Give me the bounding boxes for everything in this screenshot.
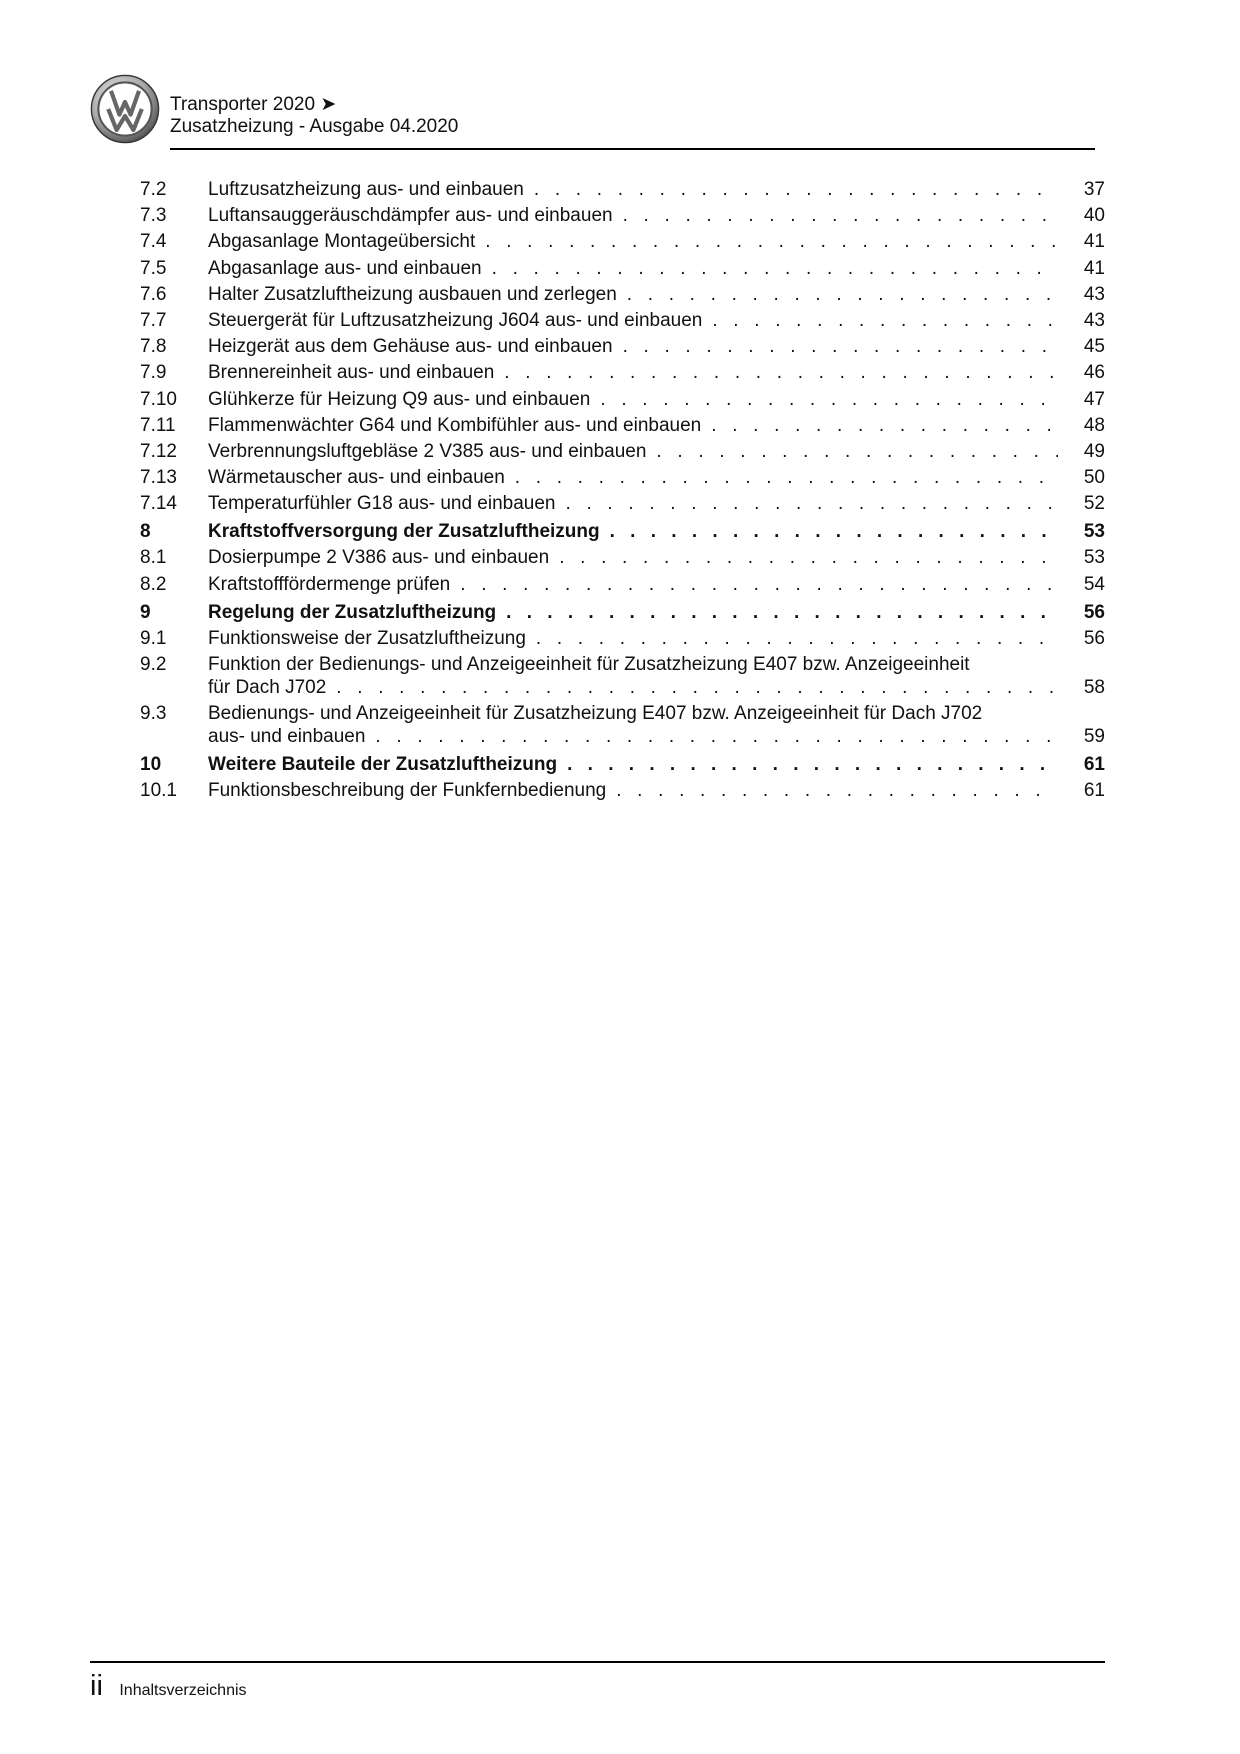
toc-entry[interactable] — [140, 573, 1105, 596]
toc-entry[interactable] — [140, 466, 1105, 489]
toc-entry[interactable] — [140, 492, 1105, 515]
toc-entry-title: Abgasanlage aus- und einbauen — [208, 257, 482, 279]
toc-entry[interactable] — [140, 361, 1105, 384]
dot-leader — [656, 440, 1058, 463]
toc-entry-title-line2: aus- und einbauen — [208, 726, 366, 748]
toc-entry-title: Weitere Bauteile der Zusatzluftheizung — [208, 754, 558, 776]
toc-entry-number: 8.1 — [140, 547, 167, 569]
toc-entry-title: Halter Zusatzluftheizung ausbauen und zerlegen — [208, 283, 617, 305]
toc-entry-number: 7.8 — [140, 336, 167, 358]
toc-entry-page: 56 — [1083, 601, 1105, 623]
header-subtitle: Zusatzheizung - Ausgabe 04.2020 — [170, 116, 459, 137]
toc-entry-page: 49 — [1083, 440, 1105, 462]
toc-entry-page: 61 — [1083, 780, 1105, 802]
header-title-block — [170, 94, 458, 138]
page-header — [90, 70, 1095, 151]
toc-entry-title: Dosierpumpe 2 V386 aus- und einbauen — [208, 547, 550, 569]
footer-rule — [90, 1661, 1105, 1663]
toc-entry-page: 54 — [1083, 573, 1105, 595]
toc-entry-number: 8.2 — [140, 573, 167, 595]
toc-entry[interactable] — [140, 627, 1105, 650]
toc-entry-page: 53 — [1083, 521, 1105, 543]
toc-entry-number: 7.14 — [140, 493, 177, 515]
toc-entry[interactable] — [140, 178, 1105, 201]
dot-leader — [627, 283, 1058, 306]
toc-entry-number: 9 — [140, 601, 151, 623]
toc-entry[interactable] — [140, 283, 1105, 306]
toc-entry-number: 7.5 — [140, 257, 167, 279]
page-footer — [90, 1670, 247, 1703]
toc-chapter-entry[interactable] — [140, 601, 1105, 624]
toc-entry[interactable] — [140, 204, 1105, 227]
toc-entry-number: 7.10 — [140, 388, 177, 410]
toc-entry-title: Verbrennungsluftgebläse 2 V385 aus- und einbauen — [208, 440, 647, 462]
toc-entry-page: 40 — [1083, 205, 1105, 227]
toc-entry[interactable] — [140, 414, 1105, 437]
toc-entry-title-line1: Funktion der Bedienungs- und Anzeigeeinheit für Zusatzheizung E407 bzw. Anzeigeeinheit — [208, 654, 970, 675]
toc-entry-page: 37 — [1083, 179, 1105, 200]
dot-leader — [485, 230, 1058, 253]
dot-leader — [559, 546, 1058, 569]
dot-leader — [623, 335, 1058, 358]
toc-entry-title: Kraftstoffversorgung der Zusatzluftheizung — [208, 521, 600, 543]
toc-chapter-entry[interactable] — [140, 520, 1105, 543]
dot-leader — [534, 178, 1058, 201]
dot-leader — [712, 309, 1058, 332]
toc-entry-page: 46 — [1083, 362, 1105, 384]
dot-leader — [567, 753, 1058, 776]
toc-entry-page: 41 — [1083, 257, 1105, 279]
toc-entry-title: Brennereinheit aus- und einbauen — [208, 362, 495, 384]
toc-entry-title: Steuergerät für Luftzusatzheizung J604 aus- und einbauen — [208, 309, 703, 331]
toc-entry-page: 47 — [1083, 388, 1105, 410]
toc-entry-number: 9.3 — [140, 703, 167, 725]
toc-entry-title: Abgasanlage Montageübersicht — [208, 231, 476, 253]
toc-entry-number: 7.13 — [140, 467, 177, 489]
dot-leader — [336, 676, 1058, 699]
toc-entry-number: 7.4 — [140, 231, 167, 253]
toc-entry[interactable] — [140, 309, 1105, 332]
toc-entry-title: Heizgerät aus dem Gehäuse aus- und einbauen — [208, 336, 613, 358]
toc-entry-number: 7.12 — [140, 440, 177, 462]
dot-leader — [610, 520, 1058, 543]
table-of-contents — [140, 178, 1105, 806]
header-title: Transporter 2020 ➤ — [170, 94, 337, 115]
dot-leader — [536, 627, 1058, 650]
toc-entry-title: Kraftstofffördermenge prüfen — [208, 573, 451, 595]
toc-entry-title: Luftzusatzheizung aus- und einbauen — [208, 179, 524, 200]
toc-entry-number: 7.3 — [140, 205, 167, 227]
toc-chapter-entry[interactable] — [140, 753, 1105, 776]
dot-leader — [600, 388, 1058, 411]
toc-entry-title-line2: für Dach J702 — [208, 677, 327, 698]
toc-entry-number: 10 — [140, 754, 162, 776]
vw-logo-icon — [90, 74, 160, 144]
dot-leader — [711, 414, 1058, 437]
toc-entry-number: 7.11 — [140, 414, 176, 436]
dot-leader — [623, 204, 1058, 227]
toc-entry[interactable] — [140, 440, 1105, 463]
toc-entry[interactable] — [140, 230, 1105, 253]
dot-leader — [616, 779, 1058, 802]
toc-entry-number: 8 — [140, 521, 151, 543]
toc-entry[interactable] — [140, 546, 1105, 569]
toc-entry-page: 56 — [1083, 627, 1105, 649]
toc-entry-number: 7.2 — [140, 179, 167, 200]
toc-entry-number: 9.2 — [140, 654, 167, 675]
toc-entry-page: 59 — [1083, 726, 1105, 748]
toc-entry[interactable] — [140, 335, 1105, 358]
toc-entry-title: Funktionsweise der Zusatzluftheizung — [208, 627, 526, 649]
toc-entry-page: 53 — [1083, 547, 1105, 569]
toc-entry-page: 43 — [1083, 309, 1105, 331]
toc-entry-number: 10.1 — [140, 780, 177, 802]
dot-leader — [504, 361, 1058, 384]
toc-entry-title: Luftansauggeräuschdämpfer aus- und einbauen — [208, 205, 613, 227]
toc-entry-title-line1: Bedienungs- und Anzeigeeinheit für Zusatzheizung E407 bzw. Anzeigeeinheit für Dach J702 — [208, 703, 983, 725]
toc-entry[interactable] — [140, 257, 1105, 280]
toc-entry-page: 48 — [1083, 414, 1105, 436]
toc-entry-title: Funktionsbeschreibung der Funkfernbedienung — [208, 780, 607, 802]
footer-section-label: Inhaltsverzeichnis — [119, 1682, 247, 1699]
toc-entry[interactable] — [140, 779, 1105, 802]
toc-entry[interactable] — [140, 653, 1105, 699]
toc-entry-page: 50 — [1083, 467, 1105, 489]
dot-leader — [375, 725, 1058, 748]
toc-entry-title: Wärmetauscher aus- und einbauen — [208, 467, 505, 489]
dot-leader — [506, 601, 1058, 624]
toc-entry-page: 58 — [1083, 677, 1105, 698]
toc-entry-page: 43 — [1083, 283, 1105, 305]
toc-entry-number: 7.7 — [140, 309, 167, 331]
toc-entry-title: Regelung der Zusatzluftheizung — [208, 601, 497, 623]
toc-entry-number: 7.6 — [140, 283, 167, 305]
dot-leader — [515, 466, 1058, 489]
toc-entry[interactable] — [140, 702, 1105, 748]
toc-entry-page: 52 — [1083, 493, 1105, 515]
toc-entry-number: 9.1 — [140, 627, 167, 649]
footer-page-number: ii — [90, 1670, 103, 1702]
toc-entry-page: 61 — [1083, 754, 1105, 776]
dot-leader — [460, 573, 1058, 596]
toc-entry-page: 41 — [1083, 231, 1105, 253]
toc-entry[interactable] — [140, 388, 1105, 411]
dot-leader — [566, 492, 1058, 515]
toc-entry-page: 45 — [1083, 336, 1105, 358]
toc-entry-number: 7.9 — [140, 362, 167, 384]
dot-leader — [492, 257, 1058, 280]
toc-entry-title: Flammenwächter G64 und Kombifühler aus- und einbauen — [208, 414, 702, 436]
toc-entry-title: Temperaturfühler G18 aus- und einbauen — [208, 493, 556, 515]
header-rule — [170, 148, 1095, 150]
toc-entry-title: Glühkerze für Heizung Q9 aus- und einbauen — [208, 388, 591, 410]
